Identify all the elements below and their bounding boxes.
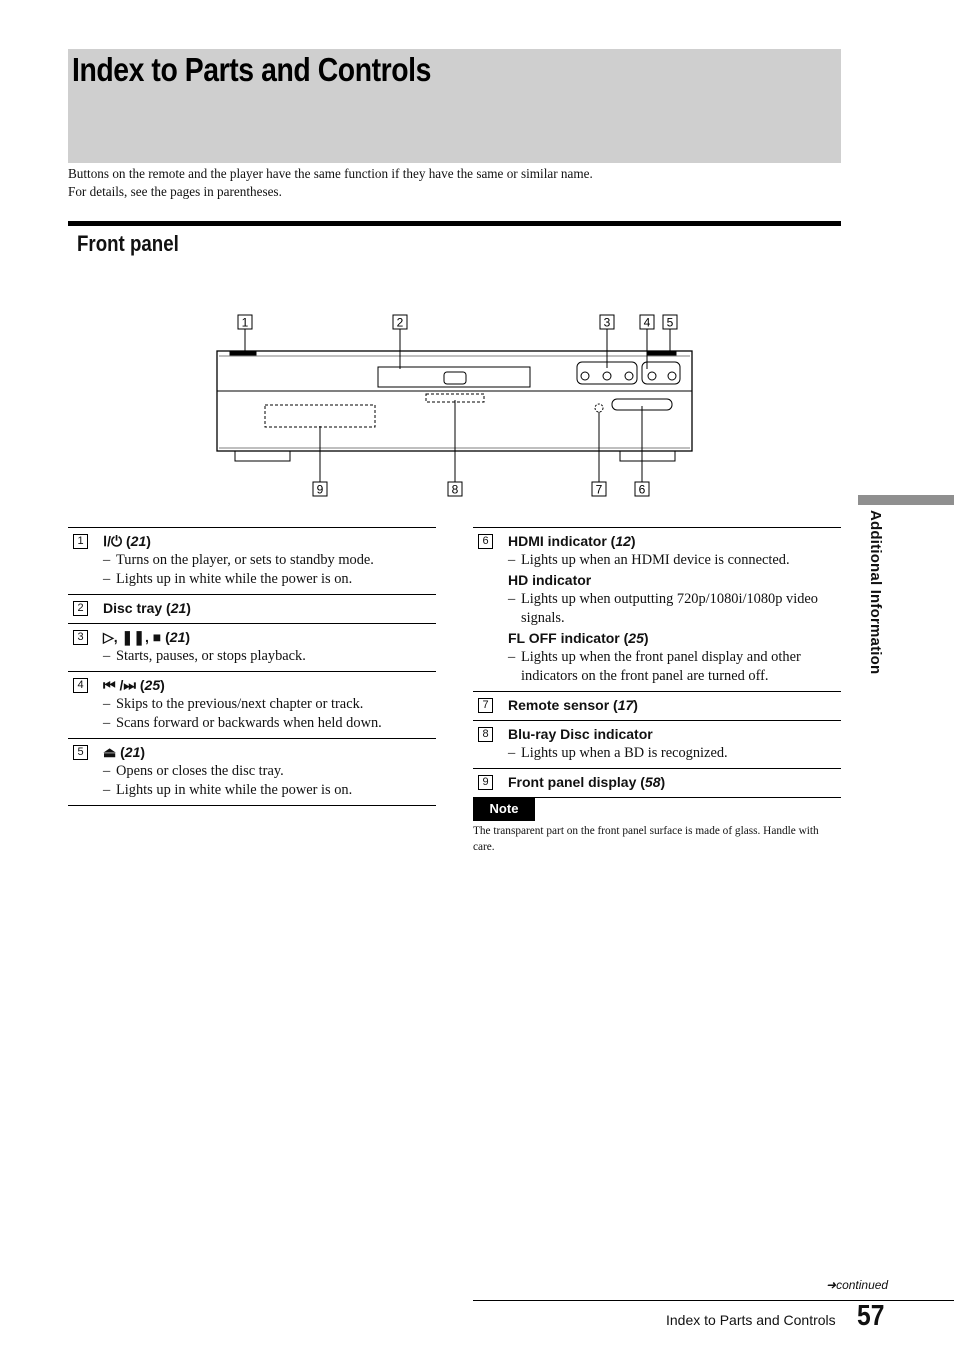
- front-panel-diagram: [210, 308, 710, 503]
- title-band: [68, 49, 841, 163]
- item-heading: ▷, ❚❚, ■ (21): [103, 629, 191, 645]
- item-heading: Blu-ray Disc indicator: [508, 726, 653, 742]
- item-heading: ⏏ (21): [103, 744, 146, 760]
- footer-title: Index to Parts and Controls: [666, 1312, 836, 1328]
- callout-4: 4: [643, 315, 651, 330]
- item-heading: HDMI indicator (12): [508, 533, 636, 549]
- item-heading: Front panel display (58): [508, 774, 666, 790]
- list-item: 8 Blu-ray Disc indicator – Lights up when a BD is recognized.: [473, 720, 841, 768]
- continued-note: ➜continued: [826, 1278, 889, 1292]
- list-item: 5 ⏏ (21) – Opens or closes the disc tray. – Lights up in white while the power is on.: [68, 738, 436, 806]
- list-item: 4 ⏮ /⏭ (25) – Skips to the previous/next chapter or track. – Scans forward or backwards when held down.: [68, 671, 436, 738]
- page-title: Index to Parts and Controls: [72, 51, 431, 88]
- item-heading: Remote sensor (17): [508, 697, 638, 713]
- arrow-right-icon: ➜: [826, 1278, 837, 1292]
- list-item: 9 Front panel display (58): [473, 768, 841, 798]
- intro-text-line-2: For details, see the pages in parentheses.: [68, 184, 282, 199]
- list-item: 3 ▷, ❚❚, ■ (21) – Starts, pauses, or stops playback.: [68, 623, 436, 671]
- page-number: 57: [857, 1300, 885, 1332]
- callout-6: 6: [638, 482, 646, 497]
- list-item: 7 Remote sensor (17): [473, 691, 841, 720]
- callout-1: 1: [241, 315, 249, 330]
- item-heading: Disc tray (21): [103, 600, 191, 616]
- callout-9: 9: [316, 482, 324, 497]
- parts-list-right: [473, 527, 841, 798]
- callout-8: 8: [451, 482, 459, 497]
- callout-5: 5: [666, 315, 674, 330]
- callout-2: 2: [396, 315, 404, 330]
- intro-text-line-1: Buttons on the remote and the player have the same function if they have the same or similar name.: [68, 166, 593, 181]
- section-title: Front panel: [77, 231, 179, 256]
- parts-list-left: [68, 527, 436, 806]
- note-text: The transparent part on the front panel surface is made of glass. Handle with care.: [473, 825, 819, 853]
- list-item: 2 Disc tray (21): [68, 594, 436, 623]
- list-item: 6 HDMI indicator (12) – Lights up when an HDMI device is connected. HD indicator – Lights up when outputting 720p/1080i/1080p video signals. FL OFF indicator (25) – Lights up when the front panel display and other indicators on the front panel are turned off.: [473, 527, 841, 691]
- item-heading: Ⅰ/⏻ (21): [103, 533, 151, 549]
- item-heading: ⏮ /⏭ (25): [103, 677, 165, 693]
- section-divider: [68, 221, 841, 226]
- callout-3: 3: [603, 315, 611, 330]
- note-label: Note: [473, 797, 535, 821]
- list-item: 1 Ⅰ/⏻ (21) – Turns on the player, or sets to standby mode. – Lights up in white while the power is on.: [68, 527, 436, 594]
- callout-7: 7: [595, 482, 603, 497]
- side-tab-bar: [858, 495, 954, 505]
- side-tab-label: Additional Information: [867, 510, 884, 675]
